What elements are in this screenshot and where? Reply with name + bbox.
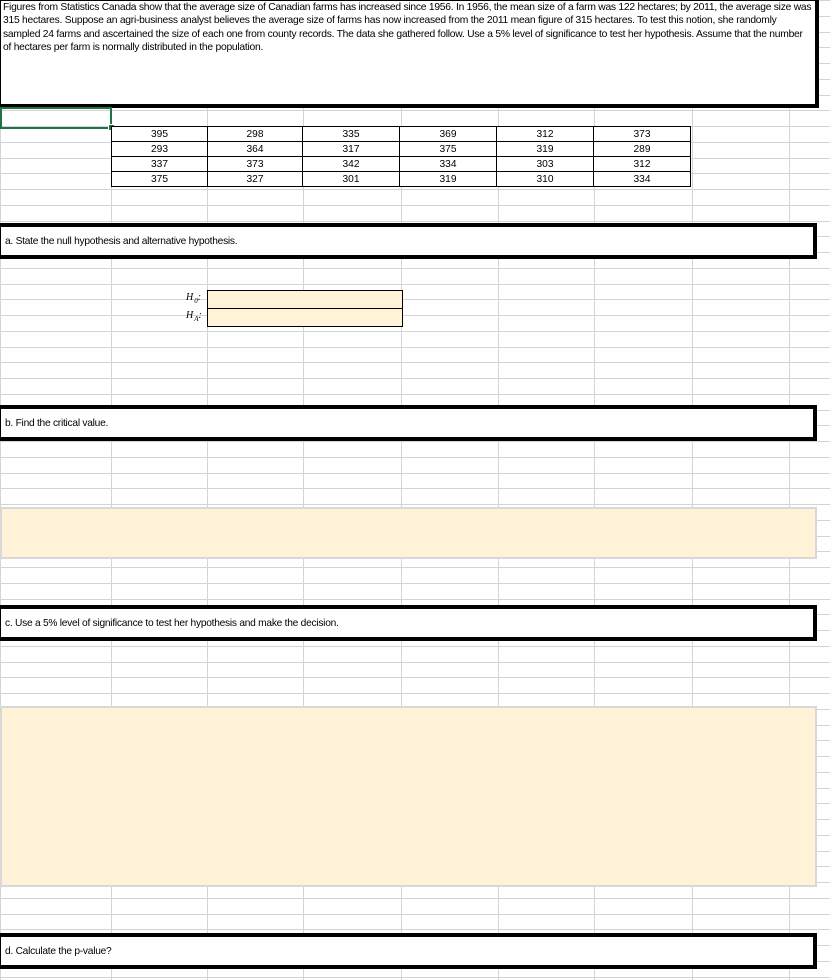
data-cell[interactable]: 395 [112, 127, 208, 142]
h0-label [186, 292, 202, 305]
data-cell[interactable]: 337 [112, 157, 208, 172]
data-cell[interactable]: 301 [303, 172, 400, 187]
data-cell[interactable]: 373 [594, 127, 691, 142]
data-cell[interactable]: 364 [208, 142, 303, 157]
data-cell[interactable]: 319 [497, 142, 594, 157]
data-cell[interactable]: 289 [594, 142, 691, 157]
part-c-label: c. Use a 5% level of significance to test her hypothesis and make the decision. [5, 617, 339, 629]
table-row [112, 172, 691, 187]
selected-cell[interactable] [0, 107, 112, 129]
part-b-label: b. Find the critical value. [5, 417, 109, 429]
part-a-label-box[interactable] [0, 223, 817, 259]
question-box[interactable] [0, 0, 819, 108]
data-cell[interactable]: 319 [400, 172, 497, 187]
data-cell[interactable]: 334 [594, 172, 691, 187]
part-d-label: d. Calculate the p-value? [5, 945, 112, 957]
data-cell[interactable]: 375 [400, 142, 497, 157]
ha-subscript: A [194, 315, 199, 323]
part-d-label-box[interactable] [0, 933, 817, 969]
ha-colon: : [198, 310, 203, 321]
h0-input[interactable] [207, 290, 403, 309]
question-text: Figures from Statistics Canada show that the average size of Canadian farms has increased since 1956. In 1956, the mean size of a farm was 122 hectares; by 2011, the average size was 315 hectares. Suppose an agri-business analyst believes the average size of farms has now increased from the 2011 mean figure of 315 hectares. To test this notion, she randomly sampled 24 farms and ascertained the size of each one from county records. The data she gathered follow. Use a 5% level of significance to test her hypothesis. Assume that the number of hectares per farm is normally distributed in the population. [3, 2, 812, 54]
data-cell[interactable]: 335 [303, 127, 400, 142]
data-table [111, 126, 691, 187]
data-cell[interactable]: 369 [400, 127, 497, 142]
data-cell[interactable]: 298 [208, 127, 303, 142]
table-row [112, 142, 691, 157]
data-cell[interactable]: 303 [497, 157, 594, 172]
data-cell[interactable]: 375 [112, 172, 208, 187]
part-c-label-box[interactable] [0, 605, 817, 641]
h0-letter: H [186, 292, 195, 303]
data-cell[interactable]: 312 [594, 157, 691, 172]
data-cell[interactable]: 373 [208, 157, 303, 172]
table-row [112, 127, 691, 142]
ha-input[interactable] [207, 308, 403, 327]
ha-letter: H [186, 310, 195, 321]
h0-colon: : [197, 292, 203, 303]
data-cell[interactable]: 293 [112, 142, 208, 157]
table-row [112, 157, 691, 172]
part-a-label: a. State the null hypothesis and alternative hypothesis. [5, 235, 238, 247]
part-b-label-box[interactable] [0, 405, 817, 441]
data-cell[interactable]: 310 [497, 172, 594, 187]
data-cell[interactable]: 312 [497, 127, 594, 142]
data-cell[interactable]: 317 [303, 142, 400, 157]
data-cell[interactable]: 327 [208, 172, 303, 187]
h0-subscript: 0 [194, 297, 198, 305]
data-cell[interactable]: 334 [400, 157, 497, 172]
ha-label [186, 310, 203, 323]
data-cell[interactable]: 342 [303, 157, 400, 172]
part-c-answer-area[interactable] [0, 706, 817, 887]
part-b-answer-area[interactable] [0, 507, 817, 559]
